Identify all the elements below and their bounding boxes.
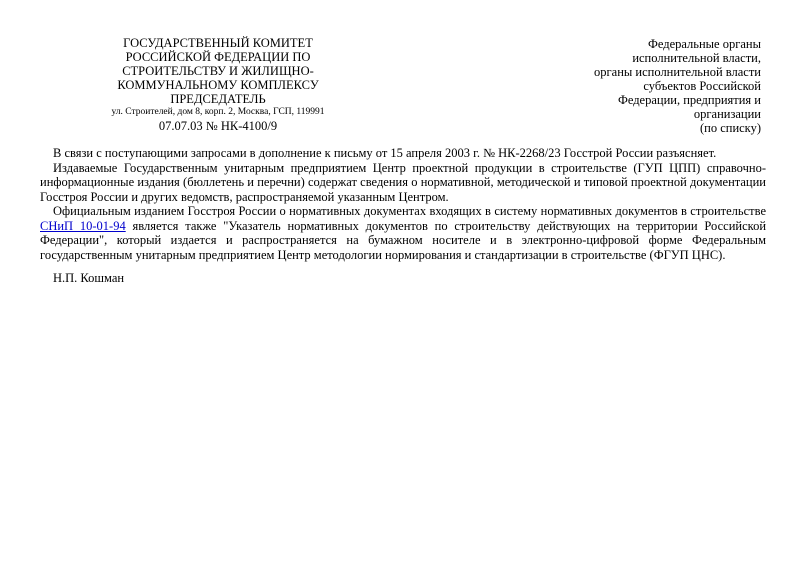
sender-block (110, 36, 326, 133)
sender-address: ул. Строителей, дом 8, корп. 2, Москва, ГСП, 119991 (111, 107, 325, 117)
sender-org-line: КОММУНАЛЬНОМУ КОМПЛЕКСУ (117, 78, 319, 92)
recipient-line: Федеральные органы (647, 37, 761, 51)
signature: Н.П. Кошман (53, 271, 125, 285)
letter-body (40, 146, 766, 262)
recipient-block (541, 37, 761, 135)
recipient-line: субъектов Российской (643, 79, 761, 93)
snip-document-link[interactable]: СНиП 10-01-94 (40, 218, 126, 233)
recipient-line: исполнительной власти, (632, 51, 761, 65)
body-paragraph-1: В связи с поступающими запросами в дополнение к письму от 15 апреля 2003 г. № НК-2268/23 Госстрой России разъясняет. (53, 146, 717, 160)
recipient-line: органы исполнительной власти (594, 65, 761, 79)
sender-org-line: РОССИЙСКОЙ ФЕДЕРАЦИИ ПО (125, 50, 311, 64)
sender-org-line: СТРОИТЕЛЬСТВУ И ЖИЛИЩНО- (122, 64, 314, 78)
recipient-line: организации (693, 107, 761, 121)
sender-org-line: ГОСУДАРСТВЕННЫЙ КОМИТЕТ (123, 36, 313, 50)
recipient-line: (по списку) (699, 121, 761, 135)
recipient-line: Федерации, предприятия и (617, 93, 761, 107)
paragraph-3-rest: является также "Указатель нормативных документов по строительству действующих на территории Российской Федерации", который издается и распространяется на бумажном носителе и в электронно-цифровой форме Федеральным государственным унитарным предприятием Центр методологии нормирования и стандартизации в строительстве (ФГУП ЦНС). (40, 218, 767, 262)
body-paragraph-2: Издаваемые Государственным унитарным предприятием Центр проектной продукции в строительстве (ГУП ЦПП) справочно-информационные издания (бюллетень и перечни) содержат сведения о нормативной, методической и типовой проектной документации Госстроя России и других ведомств, распространяемой указанным Центром. (40, 160, 766, 204)
paragraph-3-intro: Официальным изданием Госстроя России о нормативных документах входящих в систему нормативных документов в строительстве (53, 204, 766, 218)
letter-date-number: 07.07.03 № НК-4100/9 (158, 119, 278, 133)
sender-position: ПРЕДСЕДАТЕЛЬ (170, 92, 266, 106)
body-paragraph-3 (40, 204, 766, 262)
